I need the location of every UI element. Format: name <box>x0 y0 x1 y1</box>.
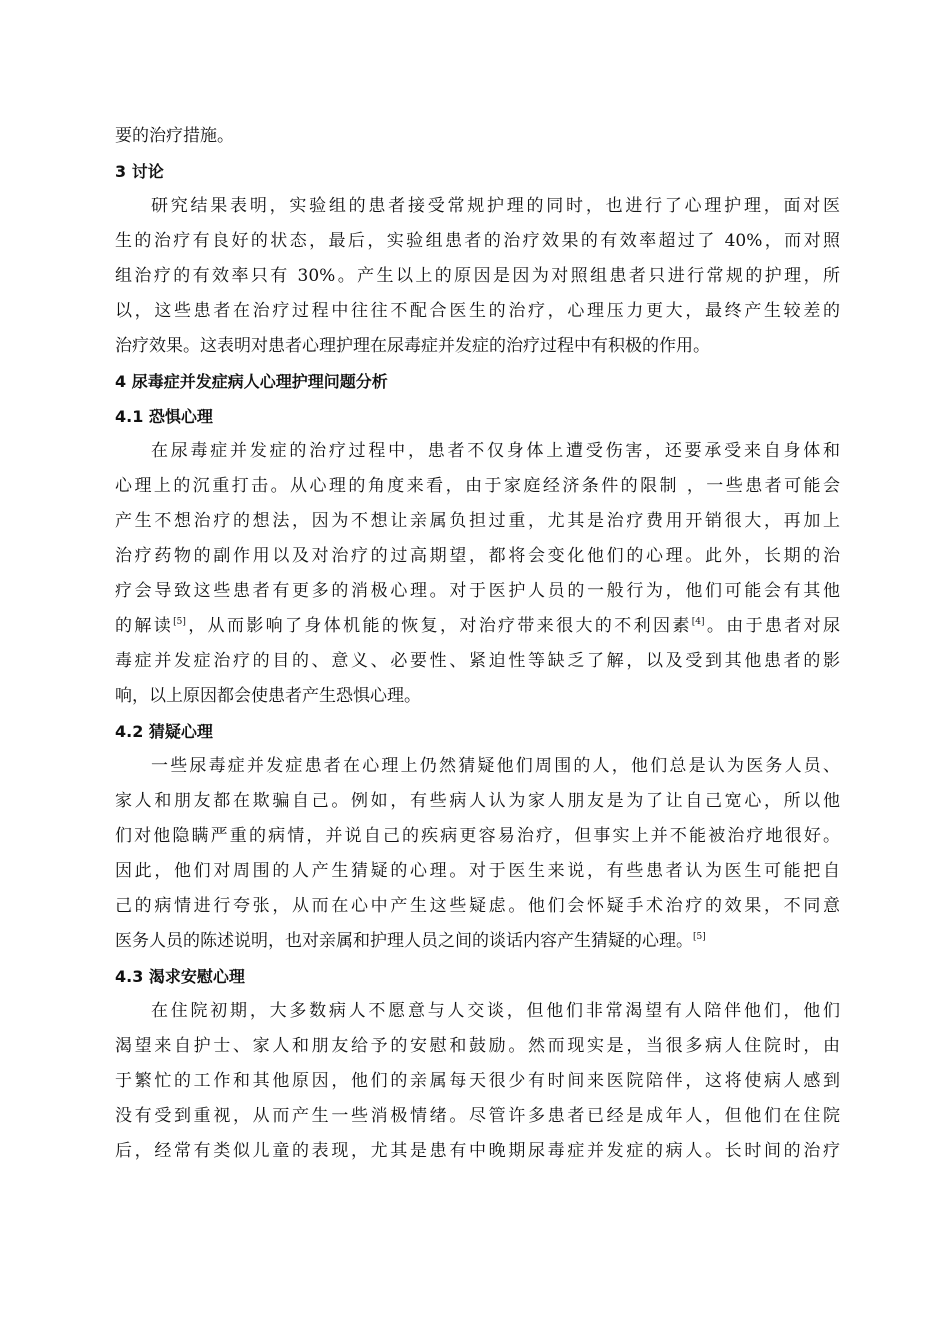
citation-reference: [4] <box>691 617 705 627</box>
citation-reference: [5] <box>173 617 186 627</box>
text-line: 生的治疗有良好的状态，最后，实验组患者的治疗效果的有效率超过了 40%，而对照 <box>115 231 840 251</box>
section-heading: 4.3 渴求安慰心理 <box>115 967 245 986</box>
text-line: 组治疗的有效率只有 30%。产生以上的原因是因为对照组患者只进行常规的护理，所 <box>115 266 840 286</box>
section-heading: 4 尿毒症并发症病人心理护理问题分析 <box>115 372 388 391</box>
text-line: 毒症并发症治疗的目的、意义、必要性、紧迫性等缺乏了解，以及受到其他患者的影 <box>115 651 840 671</box>
text-line: 家人和朋友都在欺骗自己。例如，有些病人认为家人朋友是为了让自己宽心，所以他 <box>115 791 840 811</box>
text-line: 在尿毒症并发症的治疗过程中，患者不仅身体上遭受伤害，还要承受来自身体和 <box>151 441 840 461</box>
text-line: 疗会导致这些患者有更多的消极心理。对于医护人员的一般行为，他们可能会有其他 <box>115 581 840 601</box>
text-line: 一些尿毒症并发症患者在心理上仍然猜疑他们周围的人，他们总是认为医务人员、 <box>151 756 840 776</box>
document-page <box>115 119 840 1169</box>
text-line: 治疗药物的副作用以及对治疗的过高期望，都将会变化他们的心理。此外，长期的治 <box>115 546 840 566</box>
text-segment: 的解读 <box>115 616 174 636</box>
text-line: 以，这些患者在治疗过程中往往不配合医生的治疗，心理压力更大，最终产生较差的 <box>115 301 840 321</box>
text-line <box>115 924 840 959</box>
text-segment: 医务人员的陈述说明，也对亲属和护理人员之间的谈话内容产生猜疑的心理。 <box>115 931 693 951</box>
text-segment: 。由于患者对尿 <box>704 616 840 636</box>
text-line: 于繁忙的工作和其他原因，他们的亲属每天很少有时间来医院陪伴，这将使病人感到 <box>115 1071 840 1091</box>
text-line: 响，以上原因都会使患者产生恐惧心理。 <box>115 686 421 706</box>
text-line: 渴望来自护士、家人和朋友给予的安慰和鼓励。然而现实是，当很多病人住院时，由 <box>115 1036 840 1056</box>
section-heading: 4.2 猜疑心理 <box>115 722 213 741</box>
section-heading: 4.1 恐惧心理 <box>115 407 213 426</box>
text-line: 在住院初期，大多数病人不愿意与人交谈，但他们非常渴望有人陪伴他们，他们 <box>151 1001 840 1021</box>
section-heading: 3 讨论 <box>115 162 164 181</box>
paragraph <box>115 189 840 364</box>
text-line: 己的病情进行夸张，从而在心中产生这些疑虑。他们会怀疑手术治疗的效果，不同意 <box>115 896 840 916</box>
text-line: 后，经常有类似儿童的表现，尤其是患有中晚期尿毒症并发症的病人。长时间的治疗 <box>115 1141 840 1161</box>
paragraph <box>115 749 840 959</box>
text-line: 没有受到重视，从而产生一些消极情绪。尽管许多患者已经是成年人，但他们在住院 <box>115 1106 840 1126</box>
paragraph <box>115 119 840 154</box>
paragraph <box>115 434 840 714</box>
text-line: 心理上的沉重打击。从心理的角度来看，由于家庭经济条件的限制 ，一些患者可能会 <box>115 476 840 496</box>
text-segment: ，从而影响了身体机能的恢复，对治疗带来很大的不利因素 <box>185 616 692 636</box>
text-line: 产生不想治疗的想法，因为不想让亲属负担过重，尤其是治疗费用开销很大，再加上 <box>115 511 840 531</box>
text-line: 们对他隐瞒严重的病情，并说自己的疾病更容易治疗，但事实上并不能被治疗地很好。 <box>115 826 840 846</box>
text-line <box>115 609 840 644</box>
citation-reference: [5] <box>693 932 706 942</box>
text-line: 研究结果表明，实验组的患者接受常规护理的同时，也进行了心理护理，面对医 <box>151 196 840 216</box>
text-line: 要的治疗措施。 <box>115 126 234 146</box>
text-line: 因此，他们对周围的人产生猜疑的心理。对于医生来说，有些患者认为医生可能把自 <box>115 861 840 881</box>
paragraph <box>115 994 840 1169</box>
text-line: 治疗效果。这表明对患者心理护理在尿毒症并发症的治疗过程中有积极的作用。 <box>115 336 710 356</box>
